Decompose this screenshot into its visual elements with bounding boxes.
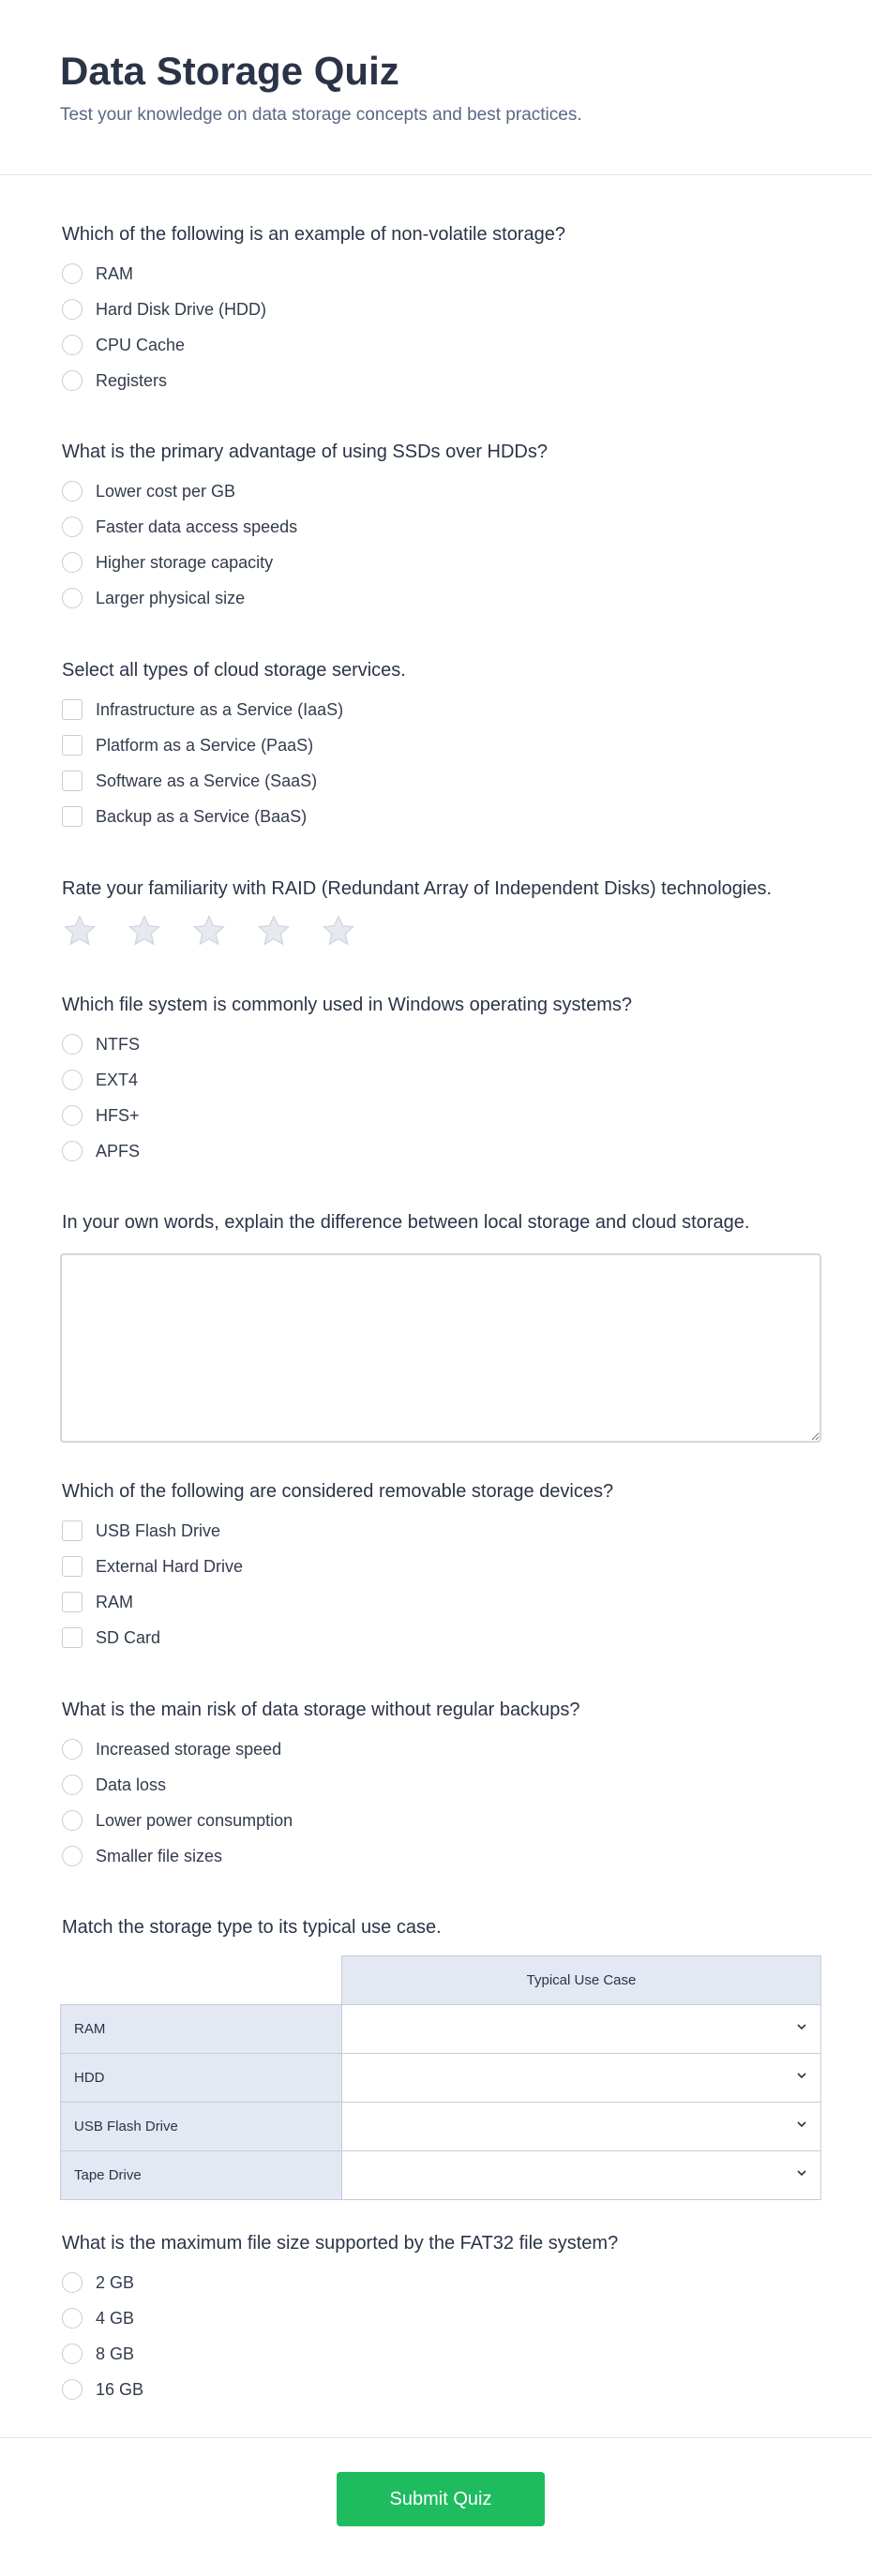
matrix-row-header: RAM bbox=[61, 2005, 342, 2054]
question-label: Select all types of cloud storage services. bbox=[62, 660, 406, 681]
radio-button[interactable] bbox=[62, 588, 83, 608]
radio-button[interactable] bbox=[62, 1775, 83, 1795]
star-rating bbox=[62, 913, 356, 949]
question-label: Which file system is commonly used in Windows operating systems? bbox=[62, 995, 632, 1015]
radio-button[interactable] bbox=[62, 263, 83, 284]
radio-button[interactable] bbox=[62, 2308, 83, 2329]
star-icon[interactable] bbox=[191, 913, 227, 949]
option-label: SD Card bbox=[96, 1627, 161, 1647]
chevron-down-icon bbox=[796, 2071, 807, 2080]
option-data-loss[interactable] bbox=[62, 1772, 166, 1798]
star-icon[interactable] bbox=[321, 913, 356, 949]
radio-button[interactable] bbox=[62, 1105, 83, 1126]
option-ram[interactable] bbox=[62, 261, 133, 287]
radio-button[interactable] bbox=[62, 1034, 83, 1055]
question-label: What is the primary advantage of using SSDs over HDDs? bbox=[62, 442, 548, 462]
checkbox[interactable] bbox=[62, 1556, 83, 1577]
option-8gb[interactable] bbox=[62, 2341, 134, 2367]
chevron-down-icon bbox=[796, 2022, 807, 2031]
checkbox[interactable] bbox=[62, 699, 83, 720]
radio-button[interactable] bbox=[62, 1810, 83, 1831]
option-label: Faster data access speeds bbox=[96, 517, 298, 536]
option-saas[interactable] bbox=[62, 768, 317, 794]
use-case-select-usb[interactable] bbox=[342, 2103, 821, 2151]
option-lower-power[interactable] bbox=[62, 1807, 293, 1834]
question-label: Match the storage type to its typical use case. bbox=[62, 1917, 442, 1938]
radio-button[interactable] bbox=[62, 1141, 83, 1161]
option-ram[interactable] bbox=[62, 1589, 133, 1615]
radio-button[interactable] bbox=[62, 481, 83, 502]
quiz-header bbox=[0, 0, 872, 175]
use-case-select-hdd[interactable] bbox=[342, 2054, 821, 2103]
quiz-footer bbox=[0, 2437, 872, 2576]
option-label: RAM bbox=[96, 263, 133, 283]
radio-button[interactable] bbox=[62, 1070, 83, 1090]
option-apfs[interactable] bbox=[62, 1138, 140, 1164]
checkbox[interactable] bbox=[62, 1627, 83, 1648]
option-label: Lower cost per GB bbox=[96, 481, 236, 501]
option-iaas[interactable] bbox=[62, 696, 343, 723]
option-label: Software as a Service (SaaS) bbox=[96, 771, 318, 790]
option-label: Registers bbox=[96, 370, 168, 390]
option-label: 16 GB bbox=[96, 2379, 144, 2399]
option-label: CPU Cache bbox=[96, 335, 186, 354]
answer-textarea[interactable] bbox=[60, 1253, 821, 1443]
option-lower-cost[interactable] bbox=[62, 478, 235, 504]
checkbox[interactable] bbox=[62, 735, 83, 756]
option-faster-access[interactable] bbox=[62, 514, 297, 540]
option-16gb[interactable] bbox=[62, 2376, 143, 2403]
option-hfs[interactable] bbox=[62, 1102, 140, 1129]
radio-button[interactable] bbox=[62, 2344, 83, 2364]
radio-button[interactable] bbox=[62, 299, 83, 320]
option-4gb[interactable] bbox=[62, 2305, 134, 2331]
option-label: Infrastructure as a Service (IaaS) bbox=[96, 699, 344, 719]
matrix-column-header: Typical Use Case bbox=[342, 1956, 821, 2005]
radio-button[interactable] bbox=[62, 1739, 83, 1760]
option-baas[interactable] bbox=[62, 803, 307, 830]
option-label: Data loss bbox=[96, 1775, 167, 1794]
matrix-corner bbox=[61, 1956, 342, 2005]
page-subtitle: Test your knowledge on data storage concepts and best practices. bbox=[60, 105, 582, 125]
star-icon[interactable] bbox=[256, 913, 292, 949]
option-increased-speed[interactable] bbox=[62, 1736, 281, 1762]
chevron-down-icon bbox=[796, 2168, 807, 2178]
option-label: RAM bbox=[96, 1592, 133, 1611]
option-label: Higher storage capacity bbox=[96, 552, 274, 572]
question-label: Which of the following are considered removable storage devices? bbox=[62, 1481, 614, 1502]
option-smaller-files[interactable] bbox=[62, 1843, 222, 1869]
radio-button[interactable] bbox=[62, 370, 83, 391]
question-label: What is the main risk of data storage without regular backups? bbox=[62, 1700, 580, 1720]
option-label: Backup as a Service (BaaS) bbox=[96, 806, 308, 826]
radio-button[interactable] bbox=[62, 1846, 83, 1866]
matrix-row-header: HDD bbox=[61, 2054, 342, 2103]
option-registers[interactable] bbox=[62, 367, 167, 394]
option-larger-size[interactable] bbox=[62, 585, 245, 611]
option-label: USB Flash Drive bbox=[96, 1520, 221, 1540]
option-label: APFS bbox=[96, 1141, 141, 1161]
option-cpu-cache[interactable] bbox=[62, 332, 185, 358]
option-external-hard-drive[interactable] bbox=[62, 1553, 243, 1580]
page-title: Data Storage Quiz bbox=[60, 49, 399, 93]
option-label: Lower power consumption bbox=[96, 1810, 293, 1830]
star-icon[interactable] bbox=[62, 913, 98, 949]
submit-quiz-button[interactable]: Submit Quiz bbox=[337, 2472, 545, 2526]
option-label: External Hard Drive bbox=[96, 1556, 244, 1576]
question-label: Which of the following is an example of non-volatile storage? bbox=[62, 224, 565, 245]
radio-button[interactable] bbox=[62, 2379, 83, 2400]
option-label: NTFS bbox=[96, 1034, 140, 1054]
option-label: Smaller file sizes bbox=[96, 1846, 223, 1865]
option-label: Hard Disk Drive (HDD) bbox=[96, 299, 267, 319]
radio-button[interactable] bbox=[62, 552, 83, 573]
option-ext4[interactable] bbox=[62, 1067, 138, 1093]
checkbox[interactable] bbox=[62, 1520, 83, 1541]
chevron-down-icon bbox=[796, 2119, 807, 2129]
question-label: Rate your familiarity with RAID (Redundant Array of Independent Disks) technologies. bbox=[62, 878, 773, 899]
matrix-row-header: USB Flash Drive bbox=[61, 2103, 342, 2151]
option-label: 8 GB bbox=[96, 2344, 135, 2363]
option-higher-capacity[interactable] bbox=[62, 549, 273, 576]
option-paas[interactable] bbox=[62, 732, 313, 758]
use-case-select-ram[interactable] bbox=[342, 2005, 821, 2054]
option-label: 4 GB bbox=[96, 2308, 135, 2328]
question-label: In your own words, explain the difference between local storage and cloud storage. bbox=[62, 1212, 750, 1233]
option-label: 2 GB bbox=[96, 2272, 135, 2292]
option-ntfs[interactable] bbox=[62, 1031, 140, 1057]
checkbox[interactable] bbox=[62, 1592, 83, 1612]
option-label: Larger physical size bbox=[96, 588, 246, 607]
radio-button[interactable] bbox=[62, 335, 83, 355]
checkbox[interactable] bbox=[62, 806, 83, 827]
option-label: Increased storage speed bbox=[96, 1739, 282, 1759]
option-label: EXT4 bbox=[96, 1070, 139, 1089]
option-sd-card[interactable] bbox=[62, 1625, 160, 1651]
question-label: What is the maximum file size supported by the FAT32 file system? bbox=[62, 2233, 619, 2254]
option-hdd[interactable] bbox=[62, 296, 266, 322]
match-matrix bbox=[60, 1955, 821, 2200]
option-label: HFS+ bbox=[96, 1105, 140, 1125]
option-label: Platform as a Service (PaaS) bbox=[96, 735, 314, 755]
radio-button[interactable] bbox=[62, 517, 83, 537]
matrix-row-header: Tape Drive bbox=[61, 2151, 342, 2200]
use-case-select-tape[interactable] bbox=[342, 2151, 821, 2200]
radio-button[interactable] bbox=[62, 2272, 83, 2293]
star-icon[interactable] bbox=[127, 913, 162, 949]
option-usb-flash-drive[interactable] bbox=[62, 1518, 220, 1544]
checkbox[interactable] bbox=[62, 771, 83, 791]
option-2gb[interactable] bbox=[62, 2269, 134, 2296]
